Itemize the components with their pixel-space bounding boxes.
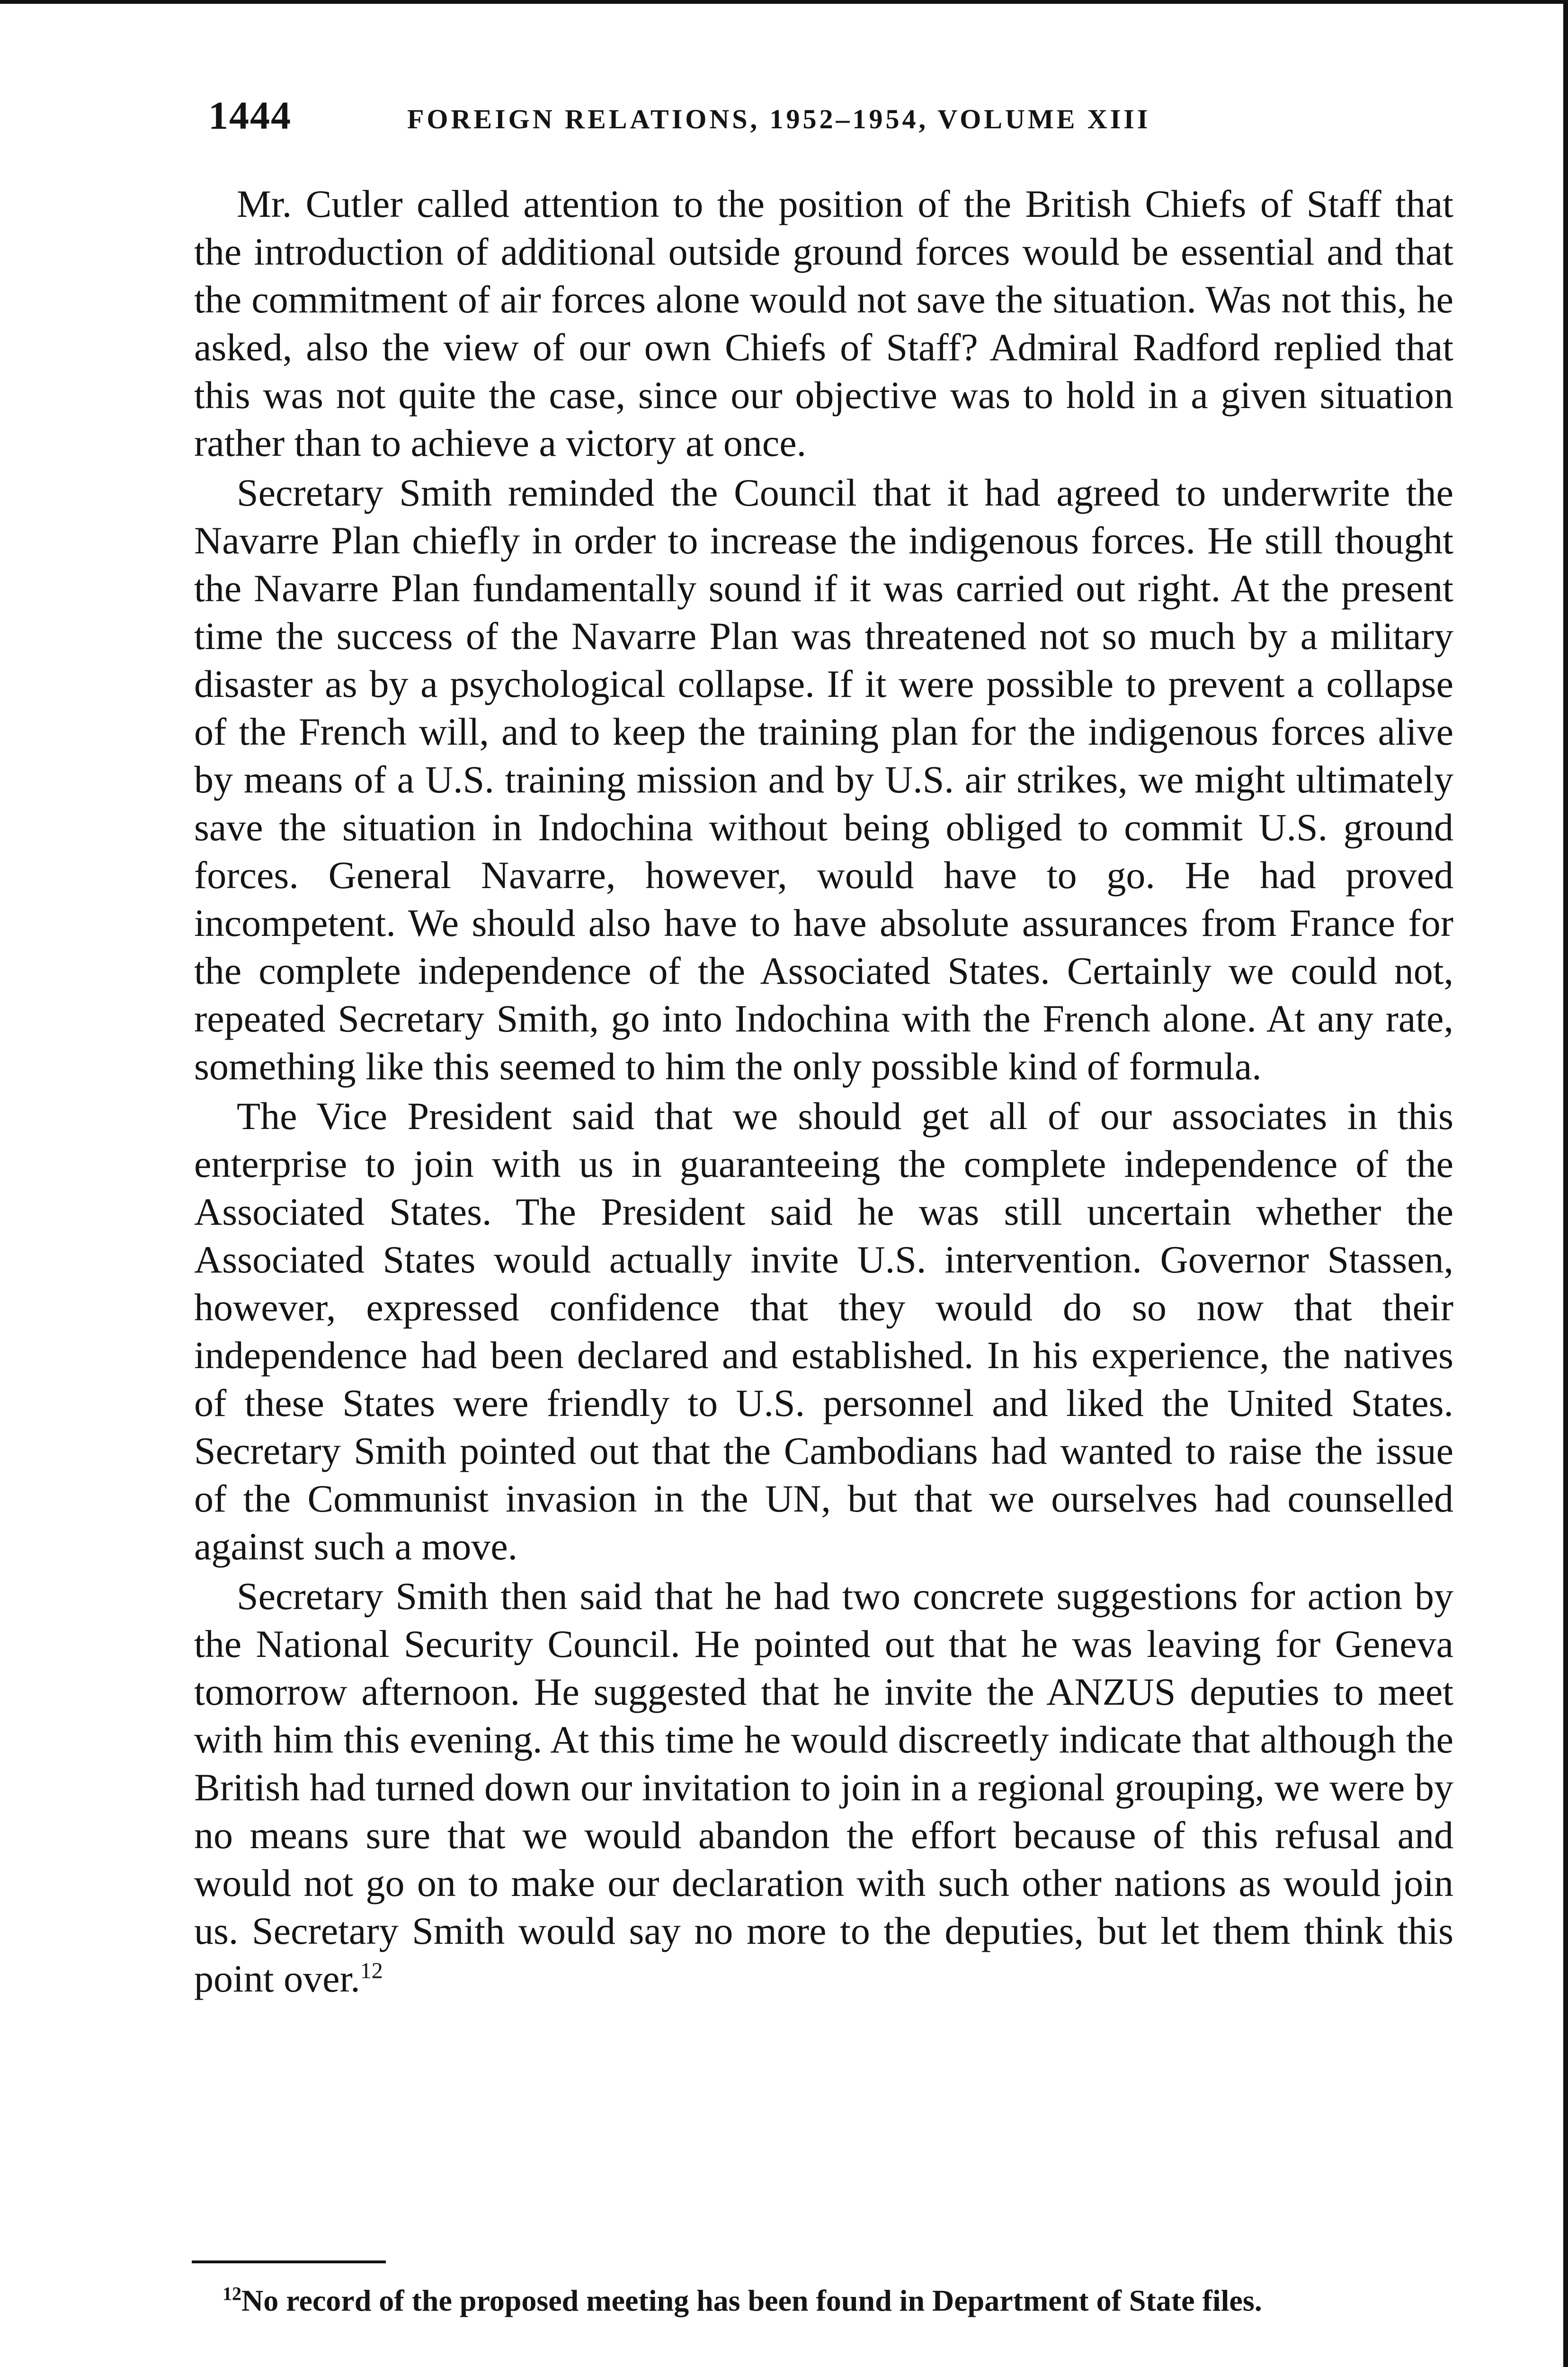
running-head: FOREIGN RELATIONS, 1952–1954, VOLUME XIII (407, 104, 1151, 134)
paragraph-vice-president: The Vice President said that we should get all of our associates in this enterprise to join with us in guaranteeing the complete independence of the Associated States. The President said he was still uncertain whether the Associated States would actually invite U.S. intervention. Governor Stassen, however, expressed confidence that they would do so now that their independence had been declared and established. In his experience, the natives of these States were friendly to U.S. personnel and liked the United States. Secretary Smith pointed out that the Cambodians had wanted to raise the issue of the Communist invasion in the UN, but that we ourselves had counselled against such a move. (194, 1095, 1453, 1568)
footnote-divider (192, 2260, 386, 2263)
scan-edge-right (1563, 0, 1568, 2367)
page-number: 1444 (208, 94, 292, 138)
footnote-text: No record of the proposed meeting has been found in Department of State files. (241, 2284, 1262, 2317)
scan-edge-top (0, 0, 1568, 4)
page-header (208, 93, 1458, 145)
footnote-reference[interactable]: 12 (360, 1958, 383, 1984)
footnote-marker: 12 (223, 2283, 241, 2305)
body-text (194, 180, 1453, 2004)
footnote (189, 2282, 1439, 2320)
paragraph-cutler: Mr. Cutler called attention to the position of the British Chiefs of Staff that the introduction of additional outside ground forces would be essential and that the commitment of air forces alone would not save the situation. Was not this, he asked, also the view of our own Chiefs of Staff? Admiral Radford replied that this was not quite the case, since our objective was to hold in a given situation rather than to achieve a victory at once. (194, 182, 1453, 464)
paragraph-smith-navarre: Secretary Smith reminded the Council that it had agreed to underwrite the Navarre Plan chiefly in order to increase the indigenous forces. He still thought the Navarre Plan fundamentally sound if it was carried out right. At the present time the success of the Navarre Plan was threatened not so much by a military disaster as by a psychological collapse. If it were possible to prevent a collapse of the French will, and to keep the training plan for the indigenous forces alive by means of a U.S. training mission and by U.S. air strikes, we might ultimately save the situation in Indochina without being obliged to commit U.S. ground forces. General Navarre, however, would have to go. He had proved incompetent. We should also have to have absolute assurances from France for the complete independence of the Associated States. Certainly we could not, repeated Secretary Smith, go into Indochina with the French alone. At any rate, something like this seemed to him the only possible kind of formula. (194, 471, 1453, 1088)
paragraph-smith-suggestions: Secretary Smith then said that he had two concrete suggestions for action by the National Security Council. He pointed out that he was leaving for Geneva tomorrow afternoon. He suggested that he invite the ANZUS deputies to meet with him this evening. At this time he would discreetly indicate that although the British had turned down our invitation to join in a regional grouping, we were by no means sure that we would abandon the effort because of this refusal and would not go on to make our declaration with such other nations as would join us. Secretary Smith would say no more to the deputies, but let them think this point over.$^{12}$ (194, 1575, 1453, 2000)
